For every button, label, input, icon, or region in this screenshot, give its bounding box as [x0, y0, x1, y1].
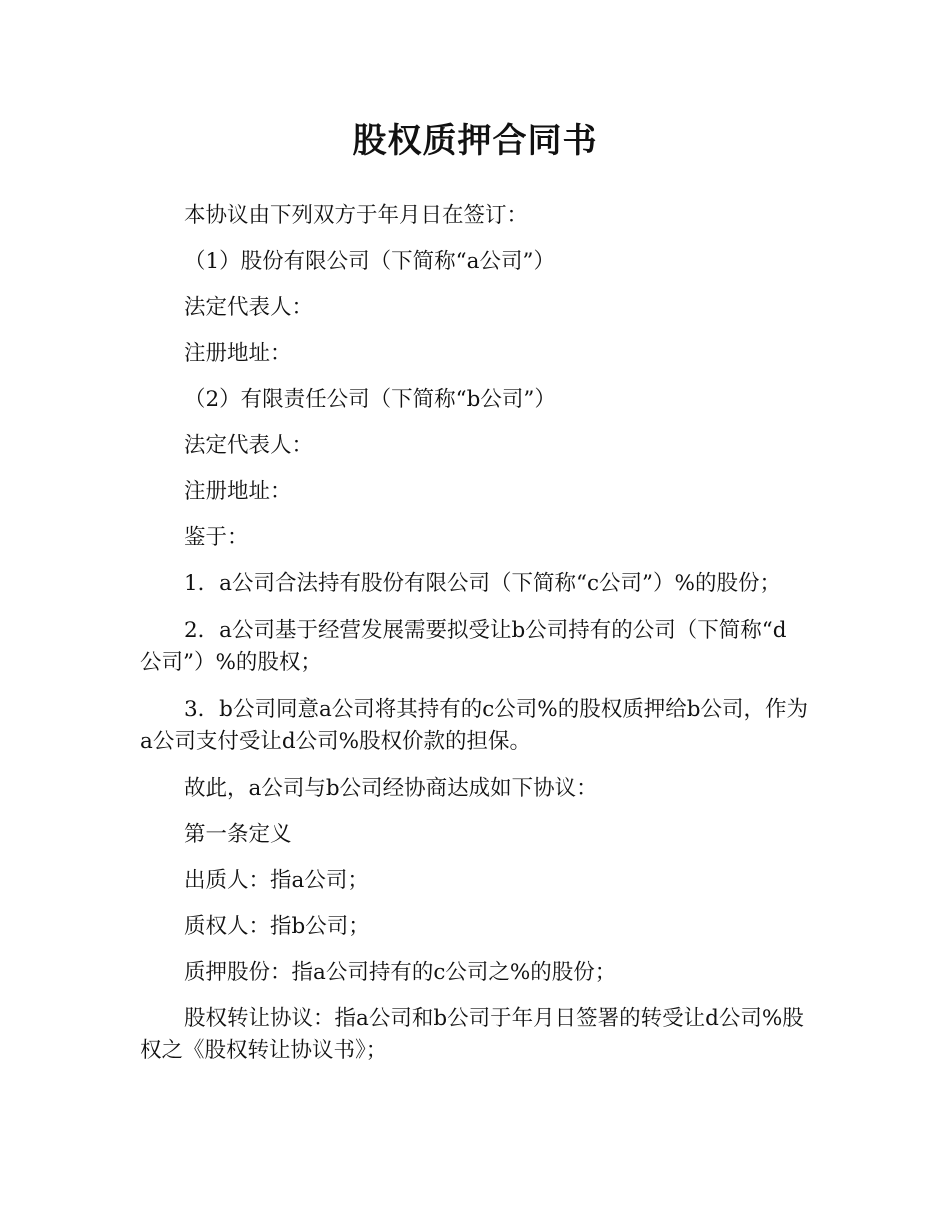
paragraph-intro: 本协议由下列双方于年月日在签订：	[184, 203, 529, 228]
paragraph-party-b: （2）有限责任公司（下简称“b公司”）	[184, 387, 556, 412]
paragraph-definition-pledged-shares: 质押股份：指a公司持有的c公司之%的股份；	[184, 960, 617, 985]
paragraph-whereas: 鉴于：	[184, 525, 249, 550]
paragraph-party-a-representative: 法定代表人：	[184, 295, 314, 320]
paragraph-party-a-address: 注册地址：	[184, 341, 292, 366]
paragraph-recital-3: 3．b公司同意a公司将其持有的c公司%的股权质押给b公司，作为a公司支付受让d公司%股权价款的担保。	[140, 697, 808, 754]
paragraph-agreement-lead: 故此，a公司与b公司经协商达成如下协议：	[184, 776, 598, 801]
paragraph-party-a: （1）股份有限公司（下简称“a公司”）	[184, 249, 555, 274]
paragraph-definition-transfer-agreement: 股权转让协议：指a公司和b公司于年月日签署的转受让d公司%股权之《股权转让协议书》；	[140, 1006, 804, 1063]
paragraph-recital-2: 2．a公司基于经营发展需要拟受让b公司持有的公司（下简称“d公司”）%的股权；	[140, 618, 787, 675]
paragraph-definition-pledgee: 质权人：指b公司；	[184, 914, 370, 939]
paragraph-article-1-heading: 第一条定义	[184, 822, 292, 847]
paragraph-recital-1: 1．a公司合法持有股份有限公司（下简称“c公司”）%的股份；	[184, 571, 781, 596]
paragraph-party-b-representative: 法定代表人：	[184, 433, 314, 458]
document-body	[140, 200, 808, 1082]
paragraph-definition-pledgor: 出质人：指a公司；	[184, 868, 369, 893]
paragraph-party-b-address: 注册地址：	[184, 479, 292, 504]
document-title: 股权质押合同书	[352, 121, 598, 161]
